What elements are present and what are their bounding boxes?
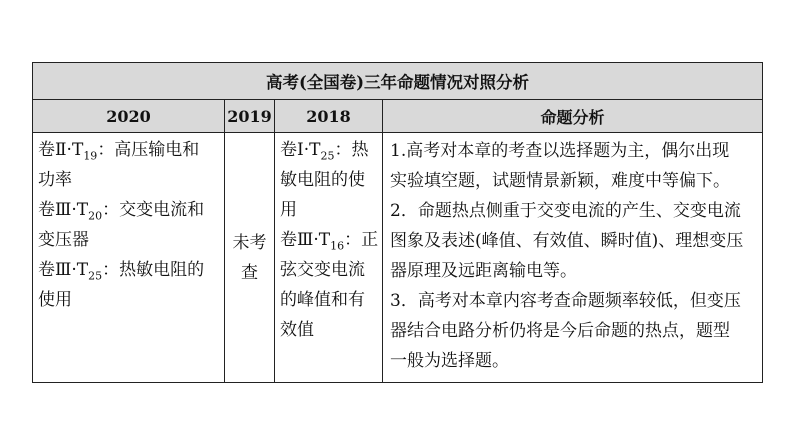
text-line: 卷$Ⅲ\cdot T_{20}$：交变电流和 xyxy=(38,200,205,223)
cell-analysis xyxy=(383,133,763,383)
text-line: 弦交变电流 xyxy=(280,260,365,280)
text-line: 卷$Ⅲ\cdot T_{16}$：正 xyxy=(280,230,379,253)
analysis-line: 器原理及远距离输电等。 xyxy=(390,261,577,281)
analysis-line: 一般为选择题。 xyxy=(390,351,509,371)
text-line: 查 xyxy=(241,262,258,283)
header-2020: 2020 xyxy=(33,100,225,133)
text-line: 使用 xyxy=(38,290,72,310)
text-line: 卷$Ⅱ\cdot T_{19}$：高压输电和 xyxy=(38,140,200,163)
text-line: 敏电阻的使 xyxy=(280,170,365,190)
text-line: 用 xyxy=(280,200,297,220)
text-line: 卷$Ⅲ\cdot T_{25}$：热敏电阻的 xyxy=(38,260,205,283)
analysis-line: 2．命题热点侧重于交变电流的产生、交变电流 xyxy=(390,201,741,221)
table-title: 高考(全国卷)三年命题情况对照分析 xyxy=(33,63,763,100)
text-line: 变压器 xyxy=(38,230,89,250)
analysis-table xyxy=(32,62,763,383)
header-2018: 2018 xyxy=(275,100,383,133)
cell-2018 xyxy=(275,133,383,383)
analysis-line: 1.高考对本章的考查以选择题为主，偶尔出现 xyxy=(390,141,730,161)
text-line: 的峰值和有 xyxy=(280,290,365,310)
analysis-line: 实验填空题，试题情景新颖，难度中等偏下。 xyxy=(390,171,730,191)
cell-2020 xyxy=(33,133,225,383)
header-2019: 2019 xyxy=(225,100,275,133)
analysis-line: 3．高考对本章内容考查命题频率较低，但变压 xyxy=(390,291,741,311)
text-line: 未考 xyxy=(232,232,267,253)
text-line: 卷$Ⅰ\cdot T_{25}$：热 xyxy=(280,140,369,163)
text-line: 功率 xyxy=(38,170,72,190)
analysis-line: 图象及表述(峰值、有效值、瞬时值)、理想变压 xyxy=(390,231,744,251)
text-line: 效值 xyxy=(280,320,314,340)
header-analysis: 命题分析 xyxy=(383,100,763,133)
cell-2019 xyxy=(225,133,275,383)
analysis-line: 器结合电路分析仍将是今后命题的热点，题型 xyxy=(390,321,730,341)
